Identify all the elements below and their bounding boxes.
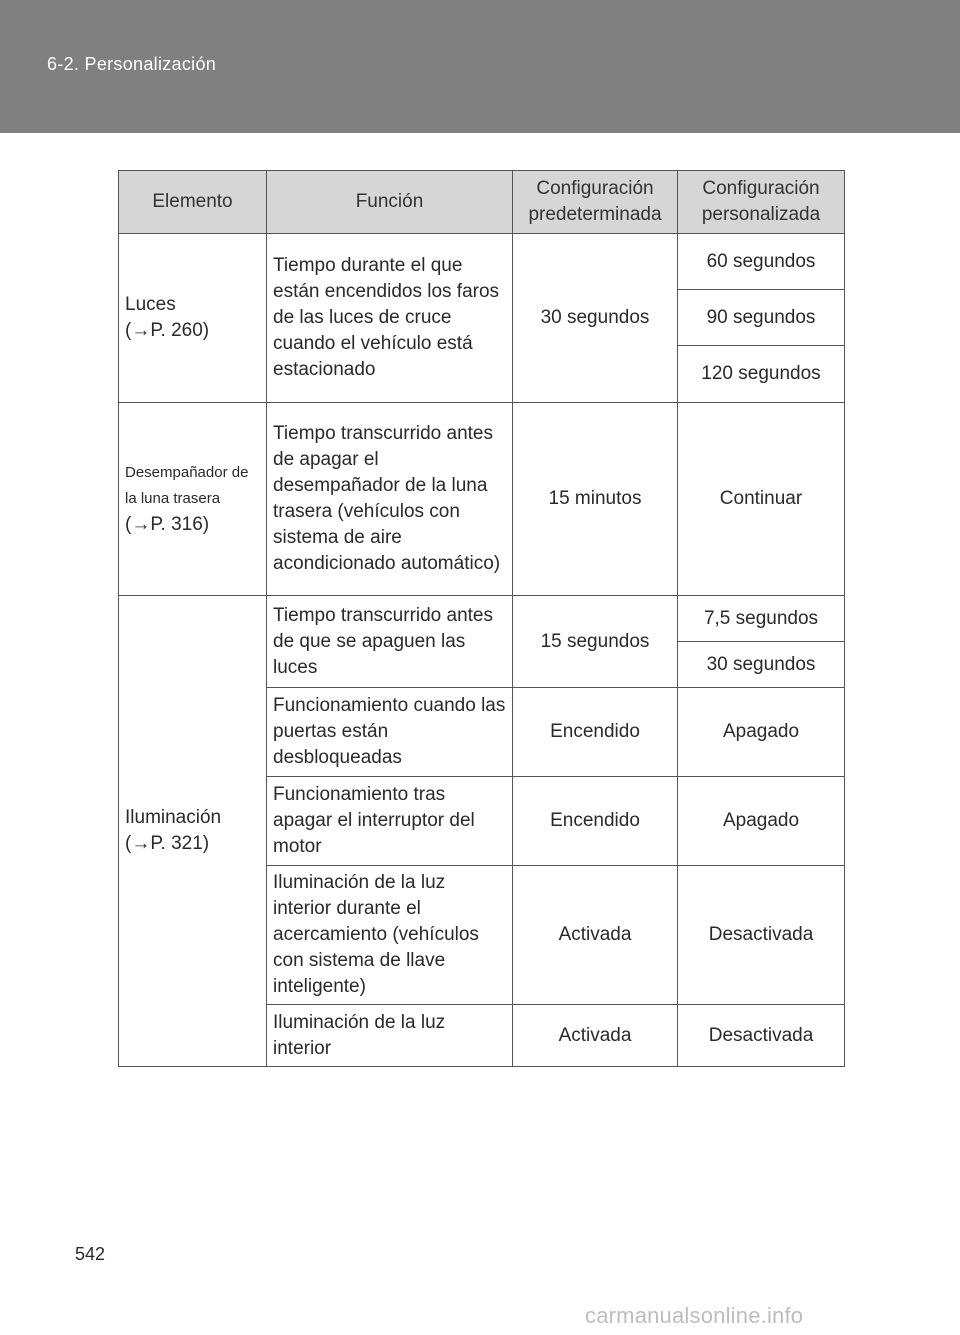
default-cell: Activada	[513, 1005, 678, 1067]
customization-table	[118, 170, 845, 1067]
default-cell: 15 segundos	[513, 596, 678, 688]
custom-cell: 90 segundos	[678, 290, 845, 346]
table-header-row	[119, 171, 845, 234]
header-custom: Configuración personalizada	[678, 171, 845, 234]
custom-cell: 60 segundos	[678, 234, 845, 290]
custom-cell: Apagado	[678, 688, 845, 777]
custom-cell: Desactivada	[678, 1005, 845, 1067]
default-cell: Encendido	[513, 688, 678, 777]
page-reference: (→P. 316)	[125, 514, 210, 535]
element-name: Desempañador de la luna trasera	[125, 464, 249, 507]
function-cell: Tiempo transcurrido antes de apagar el desempañador de la luna trasera (vehículos con sistema de aire acondicionado automático)	[267, 403, 513, 596]
function-cell: Tiempo durante el que están encendidos los faros de las luces de cruce cuando el vehículo está estacionado	[267, 234, 513, 403]
custom-cell: Desactivada	[678, 866, 845, 1005]
default-cell: 30 segundos	[513, 234, 678, 403]
custom-cell: 120 segundos	[678, 346, 845, 403]
custom-cell: Apagado	[678, 777, 845, 866]
custom-cell: 7,5 segundos	[678, 596, 845, 642]
page-reference: (→P. 260)	[125, 320, 210, 341]
element-cell	[119, 234, 267, 403]
default-cell: Activada	[513, 866, 678, 1005]
header-function: Función	[267, 171, 513, 234]
element-name: Luces	[125, 294, 176, 315]
element-cell	[119, 403, 267, 596]
function-cell: Tiempo transcurrido antes de que se apaguen las luces	[267, 596, 513, 688]
element-cell	[119, 596, 267, 1067]
custom-cell: Continuar	[678, 403, 845, 596]
header-element: Elemento	[119, 171, 267, 234]
header-default: Configuración predeterminada	[513, 171, 678, 234]
function-cell: Iluminación de la luz interior durante el acercamiento (vehículos con sistema de llave inteligente)	[267, 866, 513, 1005]
page-header	[0, 0, 960, 133]
table-row	[119, 234, 845, 290]
page-number: 542	[75, 1244, 106, 1264]
watermark: carmanualsonline.info	[585, 1303, 804, 1328]
default-cell: Encendido	[513, 777, 678, 866]
table-row	[119, 596, 845, 642]
function-cell: Iluminación de la luz interior	[267, 1005, 513, 1067]
default-cell: 15 minutos	[513, 403, 678, 596]
page-reference: (→P. 321)	[125, 833, 210, 854]
table-row	[119, 403, 845, 596]
function-cell: Funcionamiento tras apagar el interruptor del motor	[267, 777, 513, 866]
function-cell: Funcionamiento cuando las puertas están desbloqueadas	[267, 688, 513, 777]
section-title: 6-2. Personalización	[47, 54, 217, 74]
element-name: Iluminación	[125, 807, 222, 828]
custom-cell: 30 segundos	[678, 642, 845, 688]
